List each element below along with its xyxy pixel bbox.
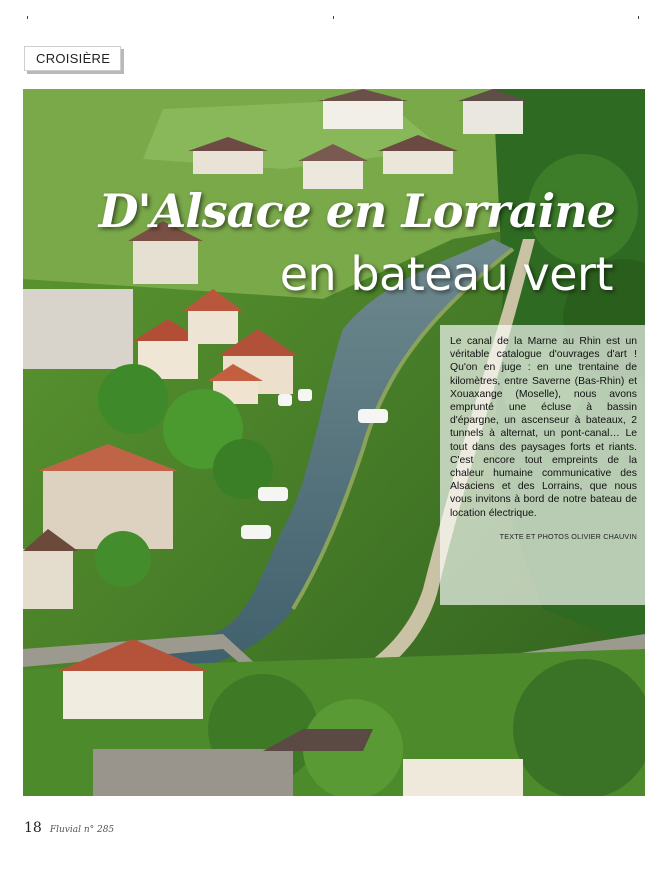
magazine-name: Fluvial n° 285 (49, 825, 115, 835)
crop-mark-left (27, 16, 28, 19)
page-footer (24, 820, 114, 836)
canal-aerial-photo (23, 89, 645, 796)
section-label: CROISIÈRE (24, 46, 121, 71)
intro-paragraph: Le canal de la Marne au Rhin est un véritable catalogue d'ouvrages d'art ! Qu'on en juge : en une trentaine de kilomètres, entre Saverne (Bas-Rhin) et Xouaxange (Moselle), nous avons emprunté une écluse à bassin d'épargne, un ascenseur à bateaux, 2 tunnels à alternat, un pont-canal… Le tout dans des paysages forts et riants. C'est encore tout empreints de la chaleur humaine communicative des Alsaciens et des Lorrains, que nous vous invitons à bord de notre bateau de location électrique. (450, 336, 637, 519)
intro-box (440, 325, 645, 605)
title-line-2: en bateau vert (279, 247, 613, 301)
title-line-1: D'Alsace en Lorraine (98, 184, 615, 238)
page-number: 18 (24, 820, 42, 836)
crop-mark-right (638, 16, 639, 19)
crop-mark-center (333, 16, 334, 19)
article-credits: TEXTE ET PHOTOS OLIVIER CHAUVIN (499, 531, 637, 541)
